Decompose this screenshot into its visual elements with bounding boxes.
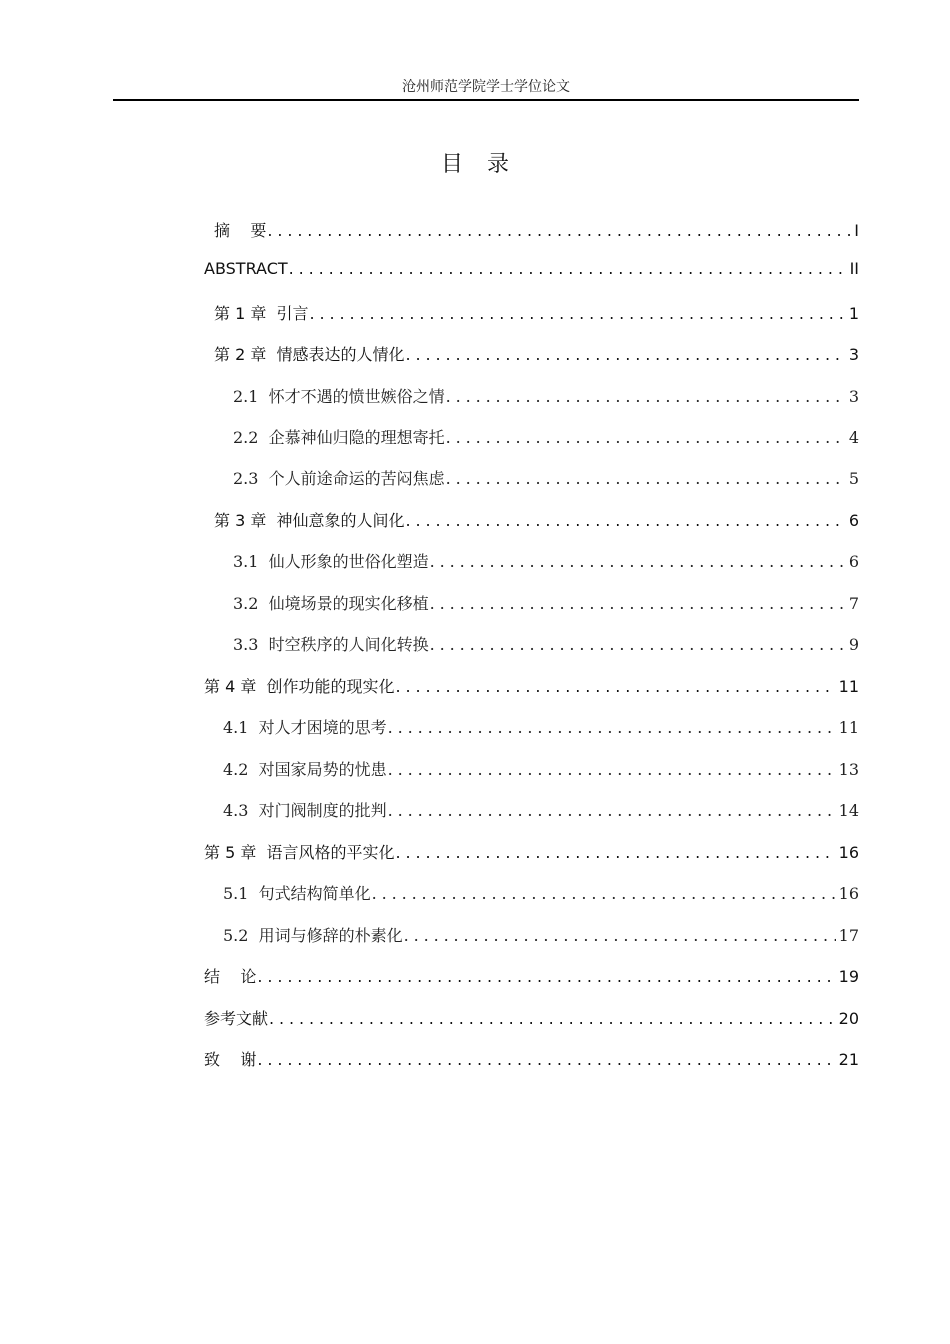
toc-entry-abstract-cn[interactable] [214, 218, 859, 240]
toc-leader-dots [406, 345, 846, 364]
toc-entry-section-2-1[interactable] [233, 384, 859, 406]
toc-entry-section-2-3[interactable] [233, 466, 859, 488]
toc-entry-section-3-3[interactable] [233, 632, 859, 654]
toc-entry-label: 2.3 个人前途命运的苦闷焦虑 [233, 469, 445, 488]
toc-entry-page: 19 [838, 967, 859, 986]
toc-entry-references[interactable] [204, 1006, 859, 1028]
toc-leader-dots [257, 1050, 835, 1069]
toc-entry-label: 5.1 句式结构简单化 [223, 884, 371, 903]
toc-leader-dots [388, 801, 836, 820]
toc-leader-dots [446, 469, 846, 488]
toc-leader-dots [257, 967, 835, 986]
toc-entry-chapter-4[interactable] [204, 674, 859, 696]
toc-entry-chapter-5[interactable] [204, 840, 859, 862]
toc-leader-dots [372, 884, 836, 903]
toc-entry-label: 4.2 对国家局势的忧患 [223, 760, 387, 779]
toc-entry-section-4-1[interactable] [223, 715, 859, 737]
toc-leader-dots [289, 259, 847, 278]
toc-leader-dots [430, 594, 846, 613]
toc-entry-page: 11 [838, 718, 859, 737]
toc-entry-page: 4 [848, 428, 859, 447]
toc-leader-dots [430, 552, 846, 571]
toc-leader-dots [404, 926, 836, 945]
toc-entry-page: 7 [848, 594, 859, 613]
toc-entry-label: 2.1 怀才不遇的愤世嫉俗之情 [233, 387, 445, 406]
toc-entry-label: 摘 要 [214, 221, 267, 240]
toc-entry-label: 3.3 时空秩序的人间化转换 [233, 635, 429, 654]
toc-entry-page: 16 [838, 843, 859, 862]
toc-entry-section-3-2[interactable] [233, 591, 859, 613]
toc-entry-section-4-3[interactable] [223, 798, 859, 820]
toc-entry-label: 3.2 仙境场景的现实化移植 [233, 594, 429, 613]
toc-leader-dots [267, 221, 851, 240]
toc-entry-chapter-2[interactable] [214, 342, 859, 364]
toc-leader-dots [310, 304, 846, 323]
toc-entry-page: 6 [848, 552, 859, 571]
toc-leader-dots [269, 1009, 836, 1028]
toc-entry-label: 第 4 章 创作功能的现实化 [204, 677, 395, 696]
toc-entry-chapter-3[interactable] [214, 508, 859, 530]
toc-entry-label: 3.1 仙人形象的世俗化塑造 [233, 552, 429, 571]
toc-entry-section-4-2[interactable] [223, 757, 859, 779]
toc-leader-dots [388, 760, 836, 779]
toc-leader-dots [396, 843, 836, 862]
toc-entry-page: 21 [838, 1050, 859, 1069]
toc-entry-page: 3 [848, 345, 859, 364]
toc-entry-label: 第 5 章 语言风格的平实化 [204, 843, 395, 862]
toc-entry-label: 4.3 对门阀制度的批判 [223, 801, 387, 820]
toc-title: 目录 [440, 152, 533, 177]
toc-entry-page: 20 [838, 1009, 859, 1028]
toc-entry-label: 2.2 企慕神仙归隐的理想寄托 [233, 428, 445, 447]
toc-entry-label: 4.1 对人才困境的思考 [223, 718, 387, 737]
toc-entry-label: 5.2 用词与修辞的朴素化 [223, 926, 403, 945]
toc-entry-label: 第 2 章 情感表达的人情化 [214, 345, 405, 364]
toc-entry-page: 5 [848, 469, 859, 488]
toc-entry-conclusion[interactable] [204, 964, 859, 986]
toc-entry-page: 6 [848, 511, 859, 530]
toc-leader-dots [430, 635, 846, 654]
toc-entry-label: 结 论 [204, 967, 257, 986]
toc-entry-label: 第 1 章 引言 [214, 304, 309, 323]
running-header-title: 沧州师范学院学士学位论文 [402, 79, 570, 95]
toc-entry-chapter-1[interactable] [214, 301, 859, 323]
toc-leader-dots [396, 677, 836, 696]
toc-entry-page: 9 [848, 635, 859, 654]
toc-entry-page: I [854, 221, 859, 240]
toc-entry-page: 13 [838, 760, 859, 779]
toc-leader-dots [446, 387, 846, 406]
toc-entry-page: 11 [838, 677, 859, 696]
toc-leader-dots [406, 511, 846, 530]
toc-entry-acknowledgements[interactable] [204, 1047, 859, 1069]
toc-entry-label: ABSTRACT [204, 259, 288, 278]
toc-entry-label: 致 谢 [204, 1050, 257, 1069]
toc-entry-abstract-en[interactable] [204, 259, 859, 281]
toc-entry-page: 16 [838, 884, 859, 903]
toc-entry-section-5-2[interactable] [223, 923, 859, 945]
toc-entry-section-3-1[interactable] [233, 549, 859, 571]
toc-leader-dots [446, 428, 846, 447]
toc-entry-page: 1 [848, 304, 859, 323]
toc-entry-label: 参考文献 [204, 1009, 269, 1028]
toc-entry-page: II [849, 259, 859, 278]
toc-entry-section-2-2[interactable] [233, 425, 859, 447]
toc-entry-page: 3 [848, 387, 859, 406]
toc-entry-section-5-1[interactable] [223, 881, 859, 903]
toc-leader-dots [388, 718, 836, 737]
toc-entry-label: 第 3 章 神仙意象的人间化 [214, 511, 405, 530]
toc-entry-page: 14 [838, 801, 859, 820]
toc-entry-page: 17 [838, 926, 859, 945]
